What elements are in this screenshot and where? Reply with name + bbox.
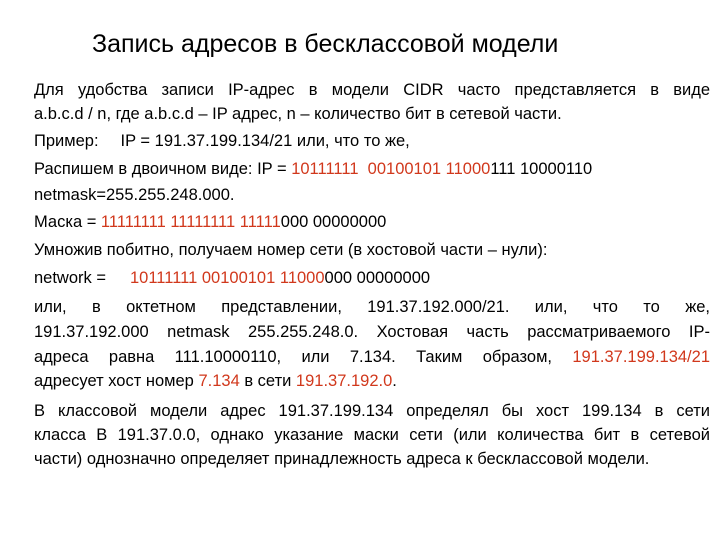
octet-line-4-prefix: адресует хост номер xyxy=(34,372,199,390)
binary-prefix: Распишем в двоичном виде: IP = xyxy=(34,160,292,178)
network-bits: 10111111 00100101 11000 xyxy=(130,269,325,287)
example-line xyxy=(34,131,710,151)
multiply-line: Умножив побитно, получаем номер сети (в хостовой части – нули): xyxy=(34,241,548,259)
network-line xyxy=(34,268,710,288)
binary-line xyxy=(34,159,710,179)
octet-line-1: или, в октетном представлении, 191.37.192.000/21. или, что то же, xyxy=(34,298,710,316)
network-label: network = xyxy=(34,269,106,287)
mask-zeros: 000 00000000 xyxy=(280,213,387,231)
network-address: 191.37.192.0 xyxy=(295,372,393,390)
example-label: Пример: xyxy=(34,132,99,150)
intro-line-2: a.b.c.d / n, где a.b.c.d – IP адрес, n – количество бит в сетевой части. xyxy=(34,105,562,123)
intro-line-1: Для удобства записи IP-адрес в модели CIDR часто представляется в виде xyxy=(34,81,710,99)
octet-line-3 xyxy=(34,347,710,367)
mask-ones: 11111111 11111111 11111 xyxy=(100,213,281,231)
netmask-line: netmask=255.255.248.000. xyxy=(34,186,235,204)
octet-line-3-text: адреса равна 111.10000110, или 7.134. Таким образом, xyxy=(34,348,573,366)
classful-line-2: класса В 191.37.0.0, однако указание маски сети (или количества бит в сетевой xyxy=(34,426,710,444)
octet-line-4 xyxy=(34,371,710,391)
slide-title: Запись адресов в бесклассовой модели xyxy=(92,30,559,58)
octet-line-4-end: . xyxy=(392,372,397,390)
classful-line-3: части) однозначно определяет принадлежность адреса к бесклассовой модели. xyxy=(34,450,650,468)
mask-line xyxy=(34,212,710,232)
example-text: IP = 191.37.199.134/21 или, что то же, xyxy=(120,132,410,150)
octet-line-4-mid: в сети xyxy=(239,372,296,390)
octet-line-2: 191.37.192.000 netmask 255.255.248.0. Хостовая часть рассматриваемого IP- xyxy=(34,323,710,341)
binary-network-bits: 10111111 00100101 11000 xyxy=(291,160,491,178)
classful-line-1: В классовой модели адрес 191.37.199.134 определял бы хост 199.134 в сети xyxy=(34,402,710,420)
host-number: 7.134 xyxy=(198,372,240,390)
address-with-prefix: 191.37.199.134/21 xyxy=(572,348,710,366)
network-host-zeros: 000 00000000 xyxy=(324,269,431,287)
mask-prefix: Маска = xyxy=(34,213,101,231)
binary-host-bits: 111 10000110 xyxy=(490,160,593,178)
